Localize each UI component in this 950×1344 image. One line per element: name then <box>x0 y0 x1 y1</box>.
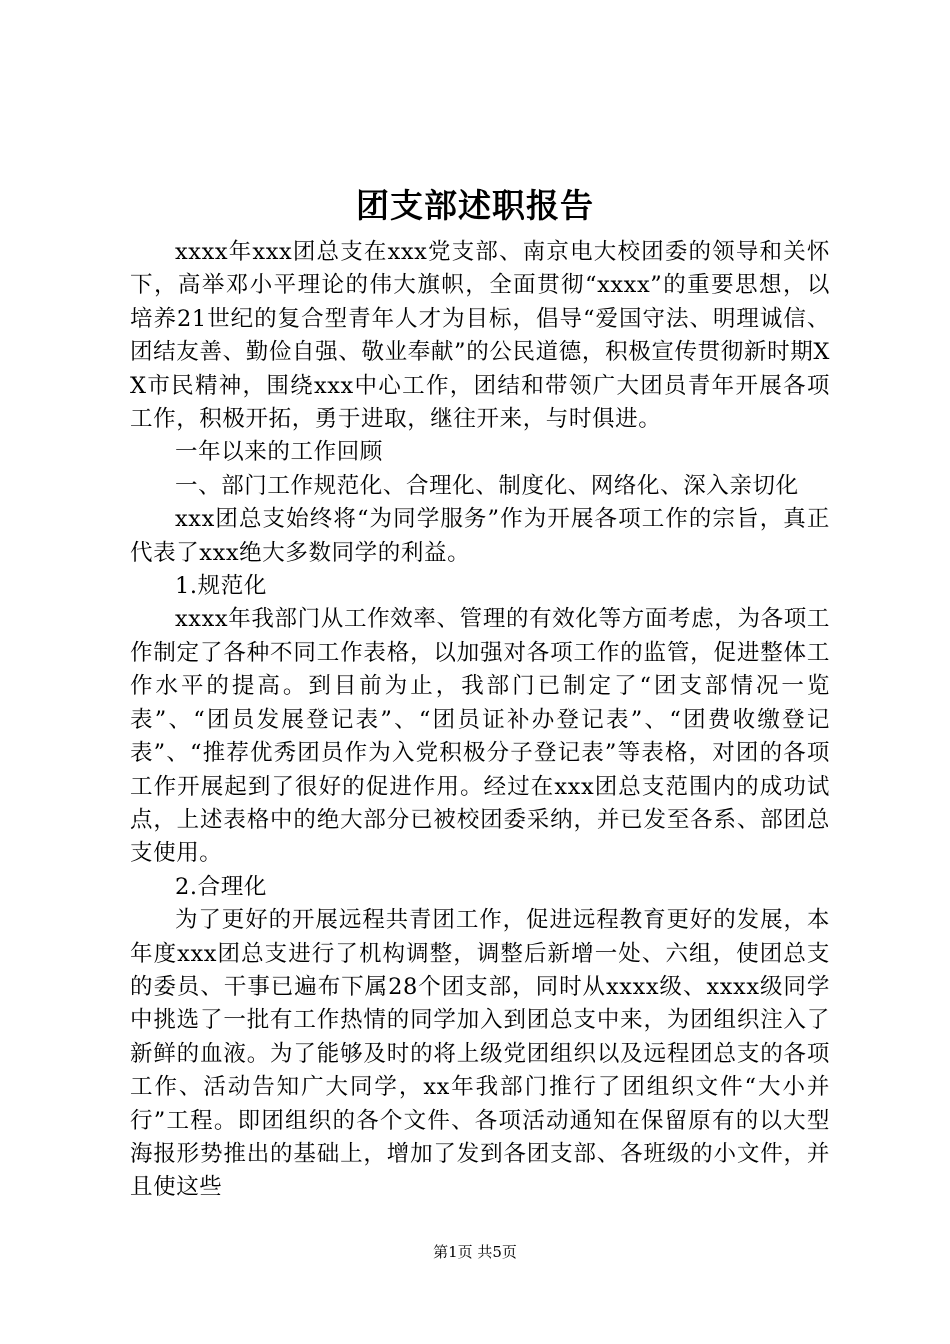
paragraph-intro: xxxx年xxx团总支在xxx党支部、南京电大校团委的领导和关怀下，高举邓小平理论的伟大旗帜，全面贯彻“xxxx”的重要思想，以培养21世纪的复合型青年人才为目标，倡导“爱国守法、明理诚信、团结友善、勤俭自强、敬业奉献”的公民道德，积极宣传贯彻新时期XX市民精神，围绕xxx中心工作，团结和带领广大团员青年开展各项工作，积极开拓，勇于进取，继往开来，与时俱进。 <box>130 239 830 433</box>
paragraph-service-purpose: xxx团总支始终将“为同学服务”作为开展各项工作的宗旨，真正代表了xxx绝大多数同学的利益。 <box>130 506 830 566</box>
paragraph-section-one-heading: 一、部门工作规范化、合理化、制度化、网络化、深入亲切化 <box>175 472 799 499</box>
paragraph-standardization-body: xxxx年我部门从工作效率、管理的有效化等方面考虑，为各项工作制定了各种不同工作表格，以加强对各项工作的监管，促进整体工作水平的提高。到目前为止，我部门已制定了“团支部情况一览表”、“团员发展登记表”、“团员证补办登记表”、“团费收缴登记表”、“推荐优秀团员作为入党积极分子登记表”等表格，对团的各项工作开展起到了很好的促进作用。经过在xxx团总支范围内的成功试点，上述表格中的绝大部分已被校团委采纳，并已发至各系、部团总支使用。 <box>130 606 830 867</box>
paragraph-standardization-heading: 1.规范化 <box>175 573 267 600</box>
page-footer: 第1页 共5页 <box>433 1243 517 1261</box>
paragraph-rationalization-heading: 2.合理化 <box>175 873 267 900</box>
document-title: 团支部述职报告 <box>356 186 594 225</box>
document-body <box>130 236 830 1205</box>
paragraph-rationalization-body: 为了更好的开展远程共青团工作，促进远程教育更好的发展，本年度xxx团总支进行了机构调整，调整后新增一处、六组，使团总支的委员、干事已遍布下属28个团支部，同时从xxxx级、xxxx级同学中挑选了一批有工作热情的同学加入到团总支中来，为团组织注入了新鲜的血液。为了能够及时的将上级党团组织以及远程团总支的各项工作、活动告知广大同学，xx年我部门推行了团组织文件“大小并行”工程。即团组织的各个文件、各项活动通知在保留原有的以大型海报形势推出的基础上，增加了发到各团支部、各班级的小文件，并且使这些 <box>130 907 830 1201</box>
paragraph-review-heading: 一年以来的工作回顾 <box>175 439 383 466</box>
